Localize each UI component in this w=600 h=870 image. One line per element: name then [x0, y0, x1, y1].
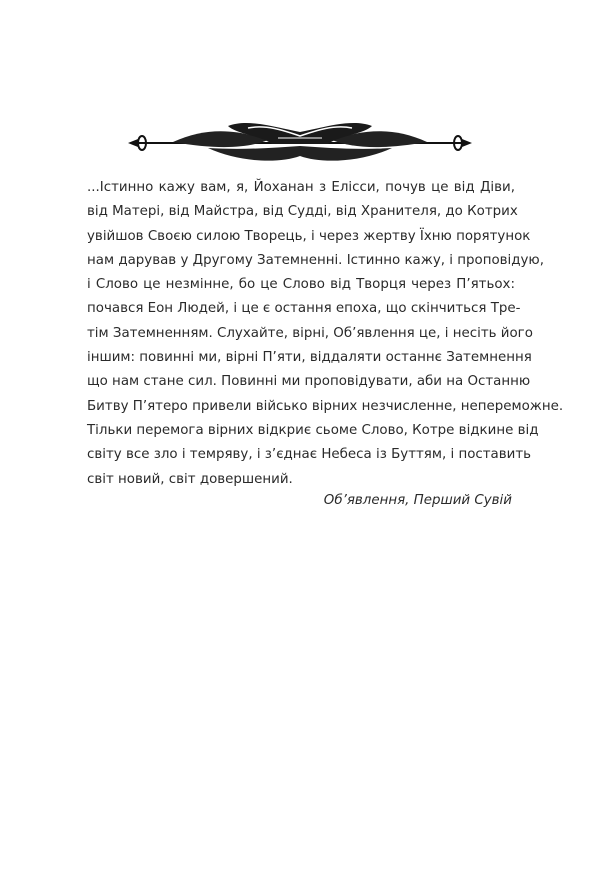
passage-line: що нам стане сил. Повинні ми проповідувати, аби на Останню [87, 374, 531, 390]
passage-line: світу все зло і темряву, і з’єднає Небеса із Буттям, і поставить [87, 447, 532, 463]
passage-line: іншим: повинні ми, вірні П’яти, віддаляти останнє Затемнення [87, 350, 532, 366]
passage-line: ...Істинно кажу вам, я, Йоханан з Елісси, почув це від Діви, [87, 180, 515, 195]
passage-line: почався Еон Людей, і це є остання епоха, що скінчиться Тре- [87, 301, 521, 317]
passage-line: увійшов Своєю силою Творець, і через жертву Їхню порятунок [87, 228, 531, 244]
passage-line: тім Затемненням. Слухайте, вірні, Об’явлення це, і несіть його [87, 325, 533, 341]
ornamental-divider-icon [128, 118, 472, 168]
passage-line: Битву П’ятеро привели військо вірних незчисленне, непереможне. [87, 398, 564, 414]
passage [87, 176, 564, 492]
passage-line: від Матері, від Майстра, від Судді, від Хранителя, до Котрих [87, 204, 518, 220]
passage-line: нам дарував у Другому Затемненні. Істинно кажу, і проповідую, [87, 252, 544, 268]
passage-line: світ новий, світ довершений. [87, 471, 293, 487]
source-attribution: Об’явлення, Перший Сувій [323, 493, 512, 508]
passage-line: Тільки перемога вірних відкриє сьоме Слово, Котре відкине від [87, 422, 539, 438]
passage-line: і Слово це незмінне, бо це Слово від Творця через П’ятьох: [87, 277, 515, 293]
